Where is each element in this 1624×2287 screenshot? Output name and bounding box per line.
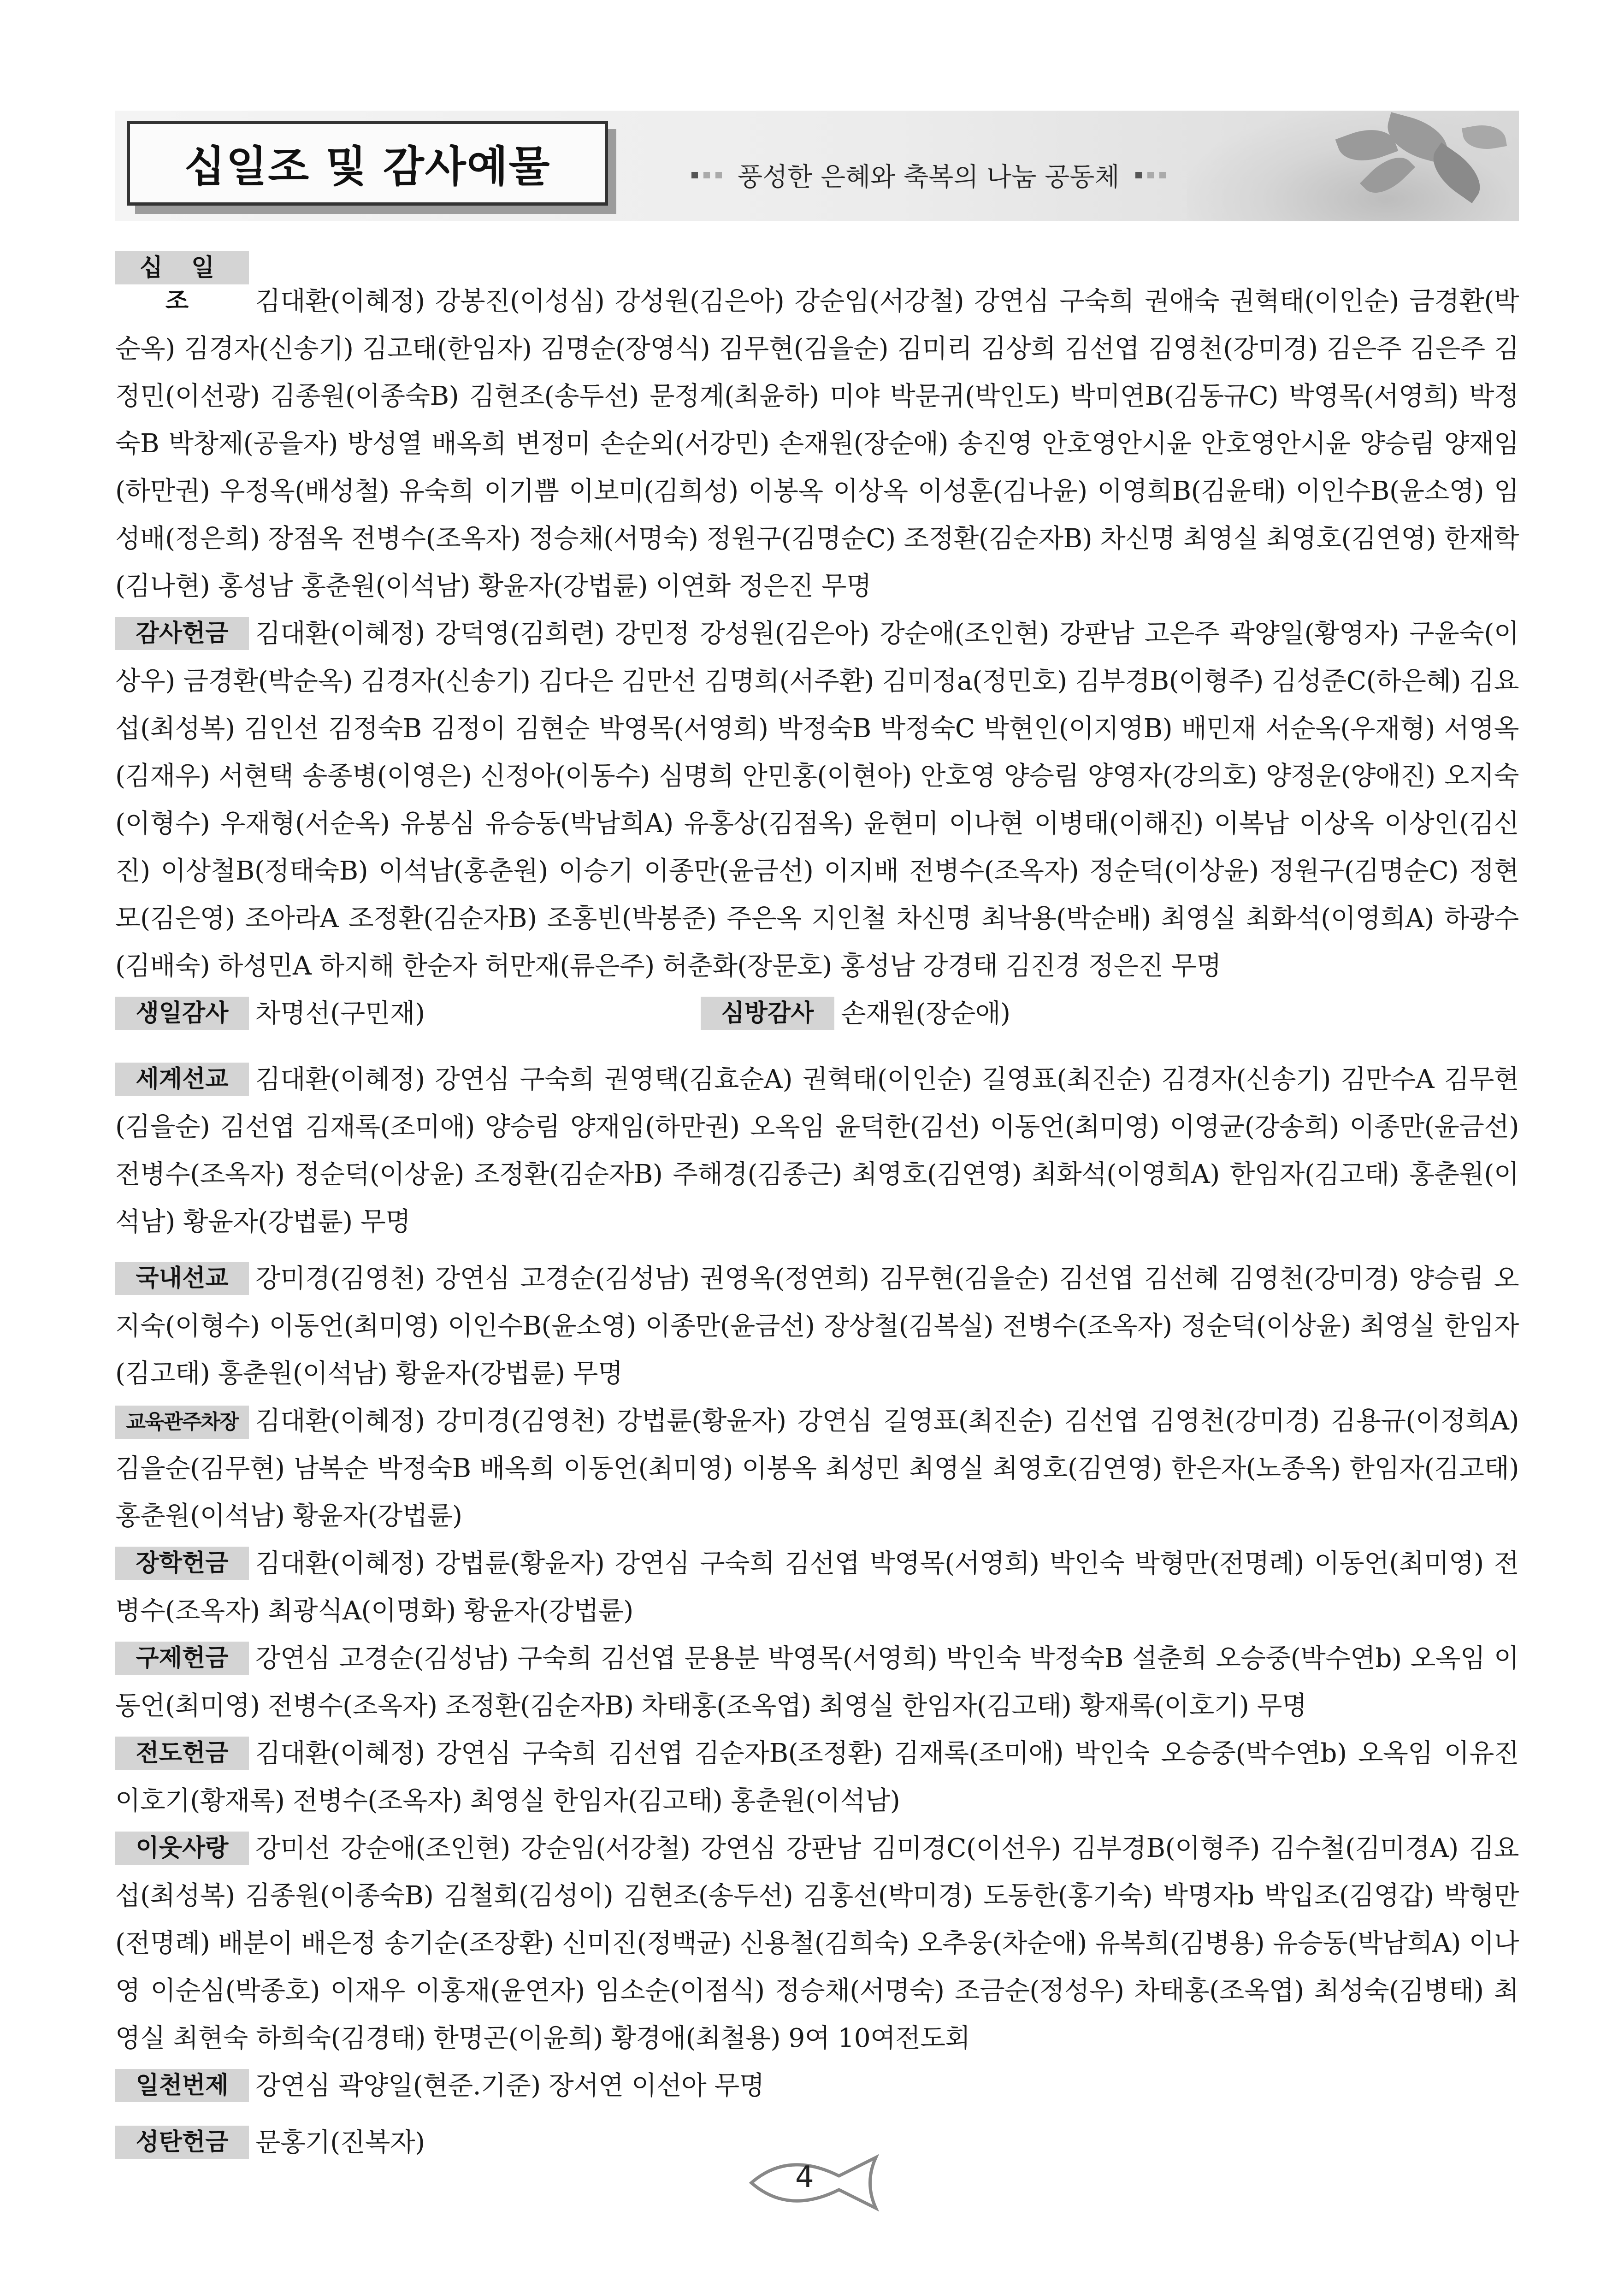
section-names: 김대환(이혜정) 강연심 구숙희 김선엽 김순자B(조정환) 김재록(조미애) 박인숙 오승중(박수연b) 오옥임 이유진 이호기(황재록) 전병수(조옥자) 최영실 한임자(김고태) 홍춘원(이석남) [115,1738,1519,1816]
section-names: 김대환(이혜정) 강덕영(김희련) 강민정 강성원(김은아) 강순애(조인현) 강판남 고은주 곽양일(황영자) 구윤숙(이상우) 금경환(박순옥) 김경자(신송기) 김다은 김만선 김명희(서주환) 김미정a(정민호) 김부경B(이형주) 김성준C(하은혜) 김요섭(최성복) 김인선 김정숙B 김정이 김현순 박영목(서영희) 박정숙B 박정숙C 박현인(이지영B) 배민재 서순옥(우재형) 서영옥(김재우) 서현택 송종병(이영은) 신정아(이동수) 심명희 안민홍(이현아) 안호영 양승림 양영자(강의호) 양정운(양애진) 오지숙(이형수) 우재형(서순옥) 유봉심 유승동(박남희A) 유홍상(김점옥) 윤현미 이나현 이병태(이해진) 이복남 이상옥 이상인(김신진) 이상철B(정태숙B) 이석남(홍춘원) 이승기 이종만(윤금선) 이지배 전병수(조옥자) 정순덕(이상윤) 정원구(김명순C) 정현모(김은영) 조아라A 조정환(김순자B) 조홍빈(박봉준) 주은옥 지인철 차신명 최낙용(박순배) 최영실 최화석(이영희A) 하광수(김배숙) 하성민A 하지해 한순자 허만재(류은주) 허춘화(장문호) 홍성남 강경태 김진경 정은진 무명 [115,619,1519,981]
section-label: 교육관주차장 [115,1406,249,1439]
section-tithe [115,251,1519,610]
section-label: 성탄헌금 [115,2126,249,2159]
section-label: 장학헌금 [115,1547,249,1580]
page-title-box [127,121,608,206]
section-domestic-mission [115,1255,1519,1397]
section-visit [701,990,1286,1037]
section-label: 세계선교 [115,1063,249,1096]
section-names: 차명선(구민재) [255,999,425,1028]
page-number: 4 [795,2160,814,2194]
section-label: 심방감사 [701,997,834,1030]
section-names: 강연심 곽양일(현준.기준) 장서연 이선아 무명 [255,2071,764,2101]
spacer [115,1037,1519,1056]
spacer [115,1246,1519,1255]
section-neighbor [115,1825,1519,2062]
section-evangelism [115,1730,1519,1825]
right-dots-icon [1135,172,1166,178]
section-names: 강미선 강순애(조인현) 강순임(서강철) 강연심 강판남 김미경C(이선우) 김부경B(이형주) 김수철(김미경A) 김요섭(최성복) 김종원(이종숙B) 김철회(김성이) 김현조(송두선) 김홍선(박미경) 도동한(홍기숙) 박명자b 박입조(김영갑) 박형만(전명례) 배분이 배은정 송기순(조장환) 신미진(정백균) 신용철(김희숙) 오추웅(차순애) 유복희(김병용) 유승동(박남희A) 이나영 이순심(박종호) 이재우 이홍재(윤연자) 임소순(이점식) 정승채(서명숙) 조금순(정성우) 차태홍(조옥엽) 최성숙(김병태) 최영실 최현숙 하희숙(김경태) 한명곤(이윤희) 황경애(최철용) 9여 10여전도회 [115,1833,1519,2053]
section-names: 손재원(장순애) [841,999,1010,1028]
page-footer [747,2148,885,2217]
section-education [115,1397,1519,1540]
section-scholarship [115,1540,1519,1635]
section-label: 국내선교 [115,1262,249,1295]
section-label: 감사헌금 [115,617,249,650]
plant-leaves-icon [1187,111,1519,221]
section-label: 전도헌금 [115,1737,249,1770]
section-names: 김대환(이혜정) 강미경(김영천) 강법륜(황윤자) 강연심 길영표(최진순) 김선엽 김영천(강미경) 김용규(이정희A) 김을순(김무현) 남복순 박정숙B 배옥희 이동언(최미영) 이봉옥 최성민 최영실 최영호(김연영) 한은자(노종옥) 한임자(김고태) 홍춘원(이석남) 황윤자(강법륜) [115,1406,1519,1531]
section-label: 생일감사 [115,997,249,1030]
section-label: 십 일 조 [115,251,249,284]
section-row-birthday-visit [115,990,1519,1037]
page-title: 십일조 및 감사예물 [184,142,551,191]
offering-list [115,251,1519,2166]
page-subtitle: 풍성한 은혜와 축복의 나눔 공동체 [738,162,1120,192]
left-dots-icon [691,172,722,178]
section-names: 김대환(이혜정) 강연심 구숙희 권영택(김효순A) 권혁태(이인순) 길영표(최진순) 김경자(신송기) 김만수A 김무현(김을순) 김선엽 김재록(조미애) 양승림 양재임(하만권) 오옥임 윤덕한(김선) 이동언(최미영) 이영균(강송희) 이종만(윤금선) 전병수(조옥자) 정순덕(이상윤) 조정환(김순자B) 주해경(김종근) 최영호(김연영) 최화석(이영희A) 한임자(김고태) 홍춘원(이석남) 황윤자(강법륜) 무명 [115,1064,1519,1237]
section-label: 일천번제 [115,2069,249,2102]
section-names: 강연심 고경순(김성남) 구숙희 김선엽 문용분 박영목(서영희) 박인숙 박정숙B 설춘희 오승중(박수연b) 오옥임 이동언(최미영) 전병수(조옥자) 조정환(김순자B) 차태홍(조옥엽) 최영실 한임자(김고태) 황재록(이호기) 무명 [115,1643,1519,1721]
section-world-mission [115,1056,1519,1246]
section-names: 강미경(김영천) 강연심 고경순(김성남) 권영옥(정연희) 김무현(김을순) 김선엽 김선혜 김영천(강미경) 양승림 오지숙(이형수) 이동언(최미영) 이인수B(윤소영) 이종만(윤금선) 장상철(김복실) 전병수(조옥자) 정순덕(이상윤) 최영실 한임자(김고태) 홍춘원(이석남) 황윤자(강법륜) 무명 [115,1264,1519,1389]
section-label: 구제헌금 [115,1642,249,1675]
section-names: 김대환(이혜정) 강법륜(황윤자) 강연심 구숙희 김선엽 박영목(서영희) 박인숙 박형만(전명례) 이동언(최미영) 전병수(조옥자) 최광식A(이명화) 황윤자(강법륜) [115,1548,1519,1626]
section-label: 이웃사랑 [115,1832,249,1865]
section-names: 김대환(이혜정) 강봉진(이성심) 강성원(김은아) 강순임(서강철) 강연심 구숙희 권애숙 권혁태(이인순) 금경환(박순옥) 김경자(신송기) 김고태(한임자) 김명순(장영식) 김무현(김을순) 김미리 김상희 김선엽 김영천(강미경) 김은주 김은주 김정민(이선광) 김종원(이종숙B) 김현조(송두선) 문정계(최윤하) 미야 박문귀(박인도) 박미연B(김동규C) 박영목(서영희) 박정숙B 박창제(공을자) 방성열 배옥희 변정미 손순외(서강민) 손재원(장순애) 송진영 안호영안시윤 안호영안시윤 양승림 양재임(하만권) 우정옥(배성철) 유숙희 이기쁨 이보미(김희성) 이봉옥 이상옥 이성훈(김나윤) 이영희B(김윤태) 이인수B(윤소영) 임성배(정은희) 장점옥 전병수(조옥자) 정승채(서명숙) 정원구(김명순C) 조정환(김순자B) 차신명 최영실 최영호(김연영) 한재학(김나현) 홍성남 홍춘원(이석남) 황윤자(강법륜) 이연화 정은진 무명 [115,286,1519,601]
section-relief [115,1635,1519,1730]
subtitle-group [691,157,1166,194]
section-names: 문홍기(진복자) [255,2127,425,2157]
section-thanks [115,610,1519,990]
ichthys-fish-icon [747,2148,885,2217]
spacer [115,2110,1519,2119]
section-birthday [115,990,701,1037]
section-thousand [115,2062,1519,2110]
